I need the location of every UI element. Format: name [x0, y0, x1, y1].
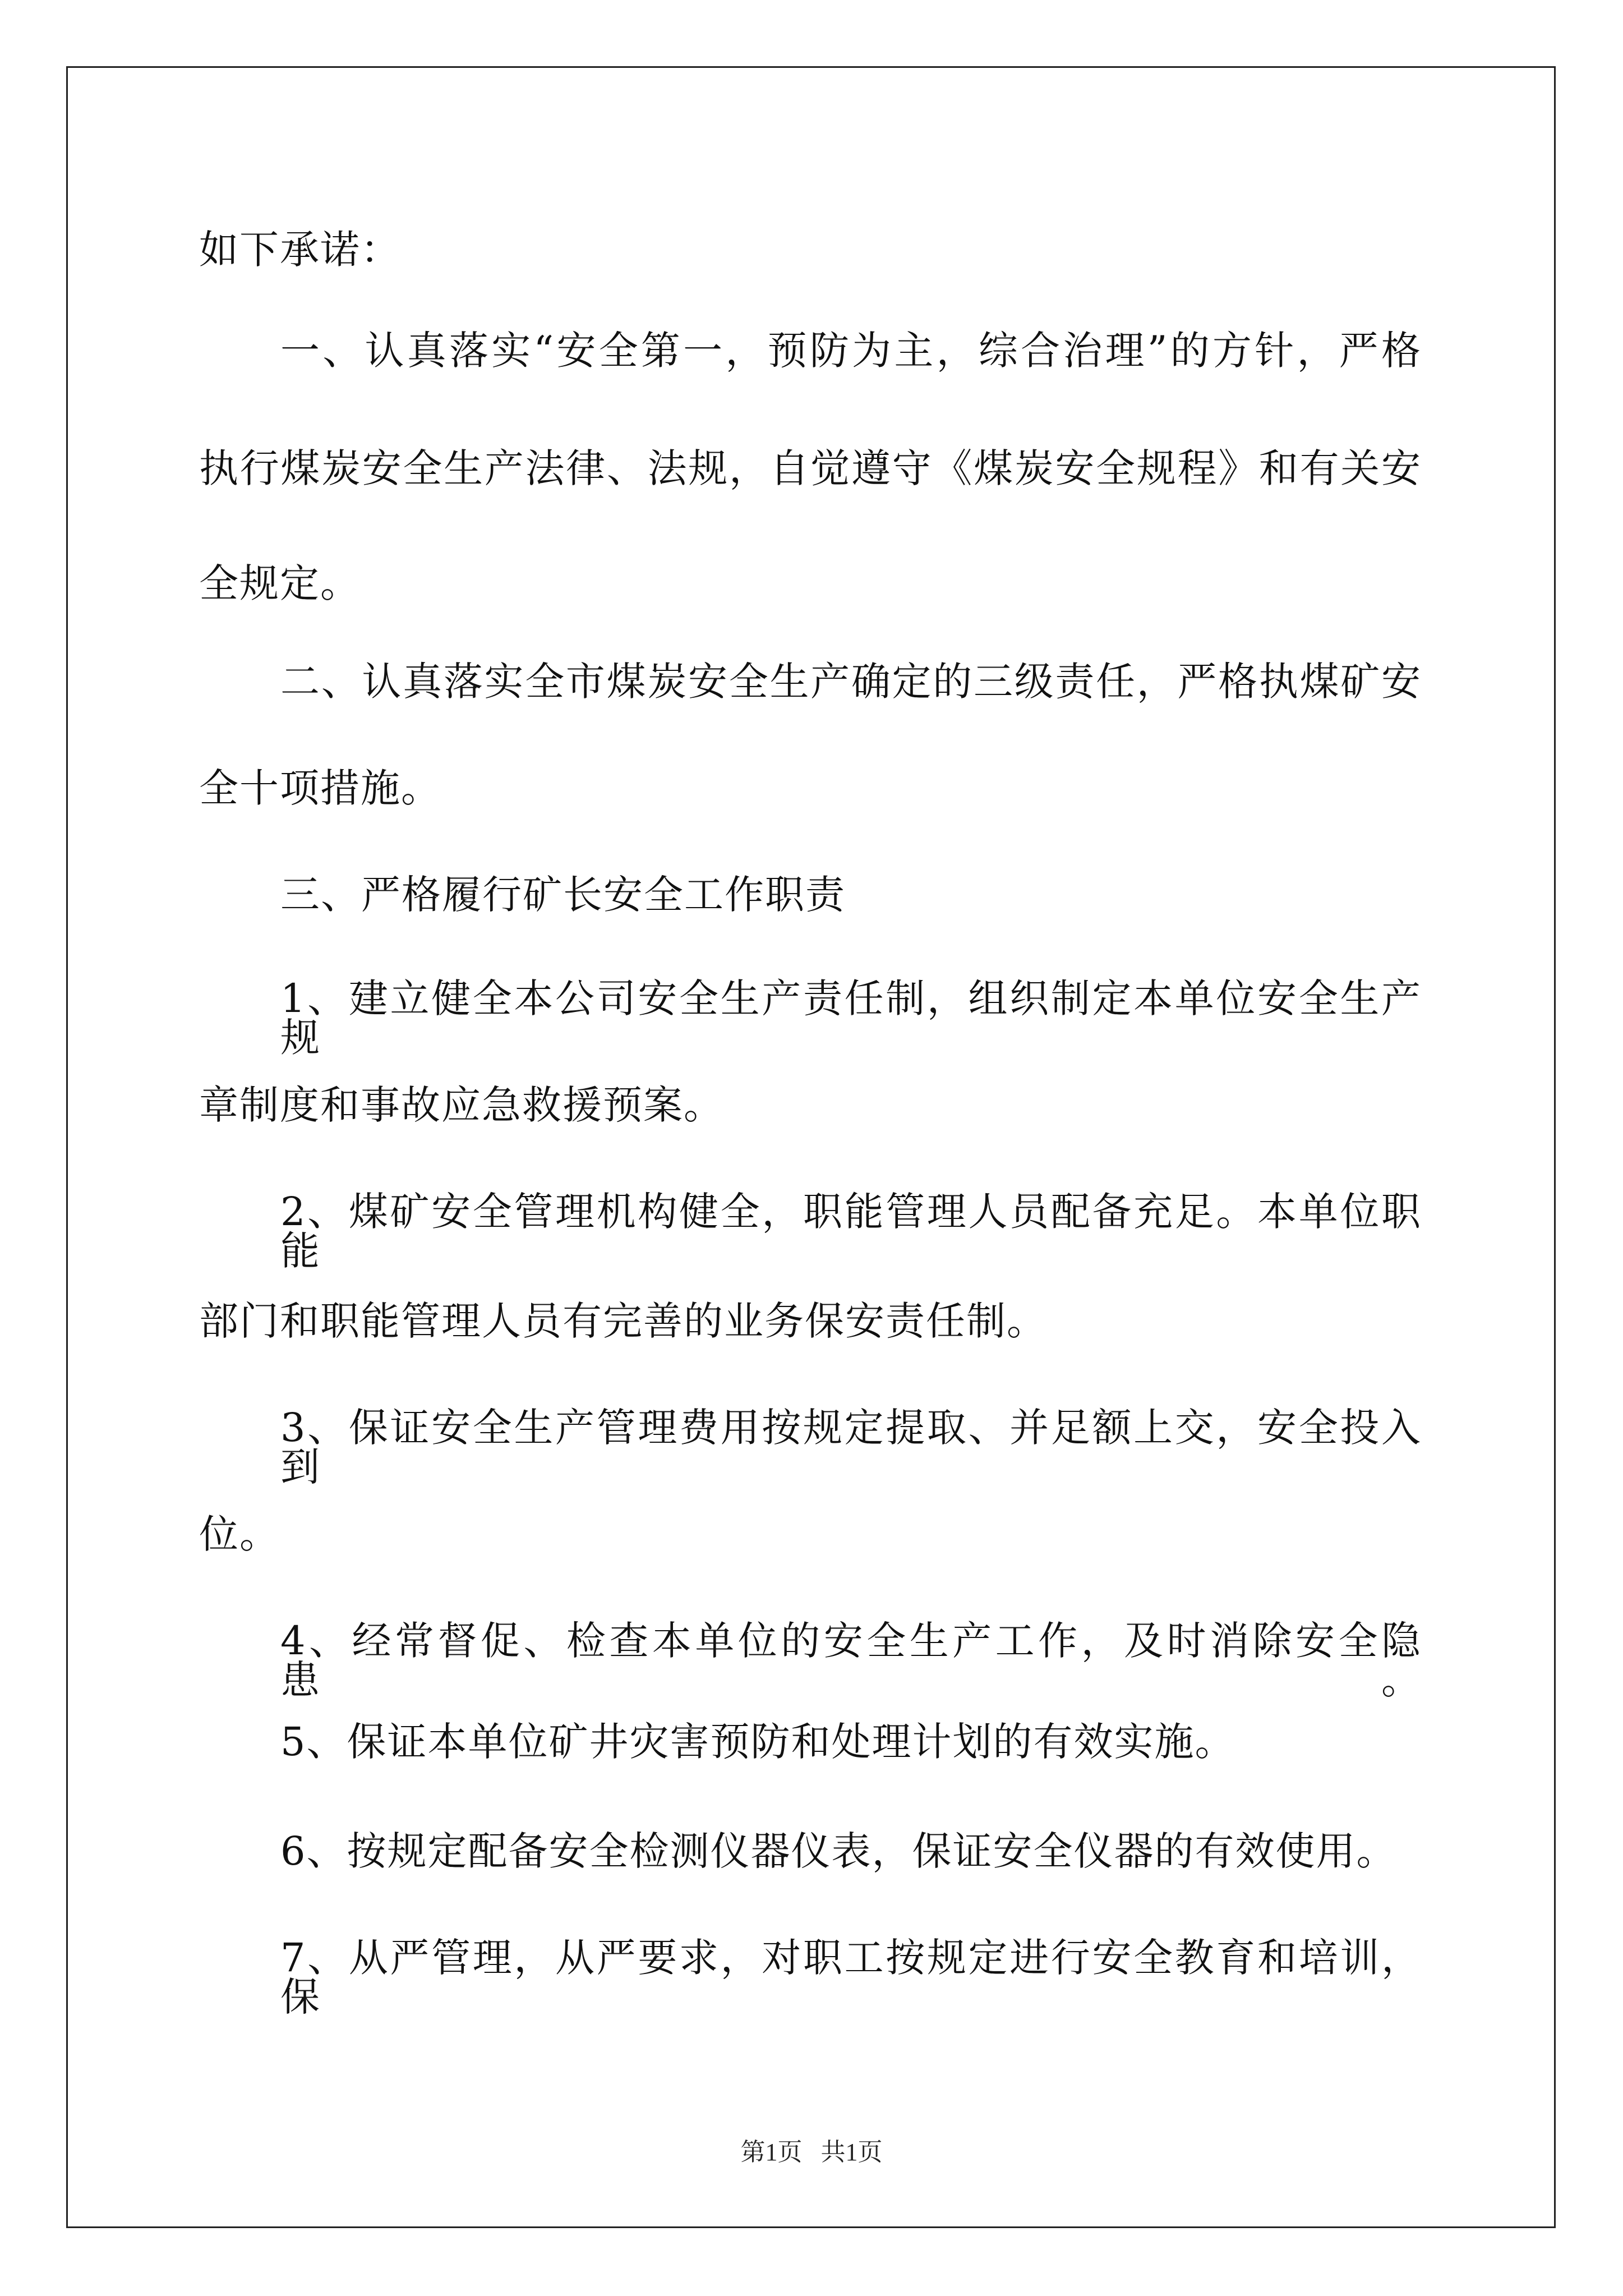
text-line: 部门和职能管理人员有完善的业务保安责任制。	[199, 1298, 1047, 1344]
text-line: 6、按规定配备安全检测仪器仪表，保证安全仪器的有效使用。	[280, 1828, 1397, 1874]
text-line: 7、从严管理，从严要求，对职工按规定进行安全教育和培训，保	[280, 1935, 1422, 2020]
text-line: 全规定。	[199, 560, 361, 606]
text-line: 章制度和事故应急救援预案。	[199, 1082, 724, 1128]
text-line: 三、严格履行矿长安全工作职责	[280, 872, 846, 918]
text-line: 2、煤矿安全管理机构健全，职能管理人员配备充足。本单位职能	[280, 1189, 1422, 1274]
text-line: 一、认真落实“安全第一，预防为主，综合治理”的方针，严格	[280, 328, 1422, 374]
text-line: 1、建立健全本公司安全生产责任制，组织制定本单位安全生产规	[280, 976, 1422, 1061]
text-line: 全十项措施。	[199, 765, 441, 811]
page-footer: 第1页 共1页	[740, 2138, 883, 2166]
text-line: 如下承诺：	[199, 227, 401, 273]
text-line: 位。	[199, 1511, 280, 1557]
text-line: 3、保证安全生产管理费用按规定提取、并足额上交，安全投入到	[280, 1405, 1422, 1490]
text-line: 执行煤炭安全生产法律、法规，自觉遵守《煤炭安全规程》和有关安	[199, 445, 1422, 491]
text-line: 5、保证本单位矿井灾害预防和处理计划的有效实施。	[280, 1719, 1235, 1765]
text-line: 4、经常督促、检查本单位的安全生产工作，及时消除安全隐患。	[280, 1618, 1422, 1703]
text-line: 二、认真落实全市煤炭安全生产确定的三级责任，严格执煤矿安	[280, 659, 1422, 705]
page-border	[66, 66, 1556, 2228]
